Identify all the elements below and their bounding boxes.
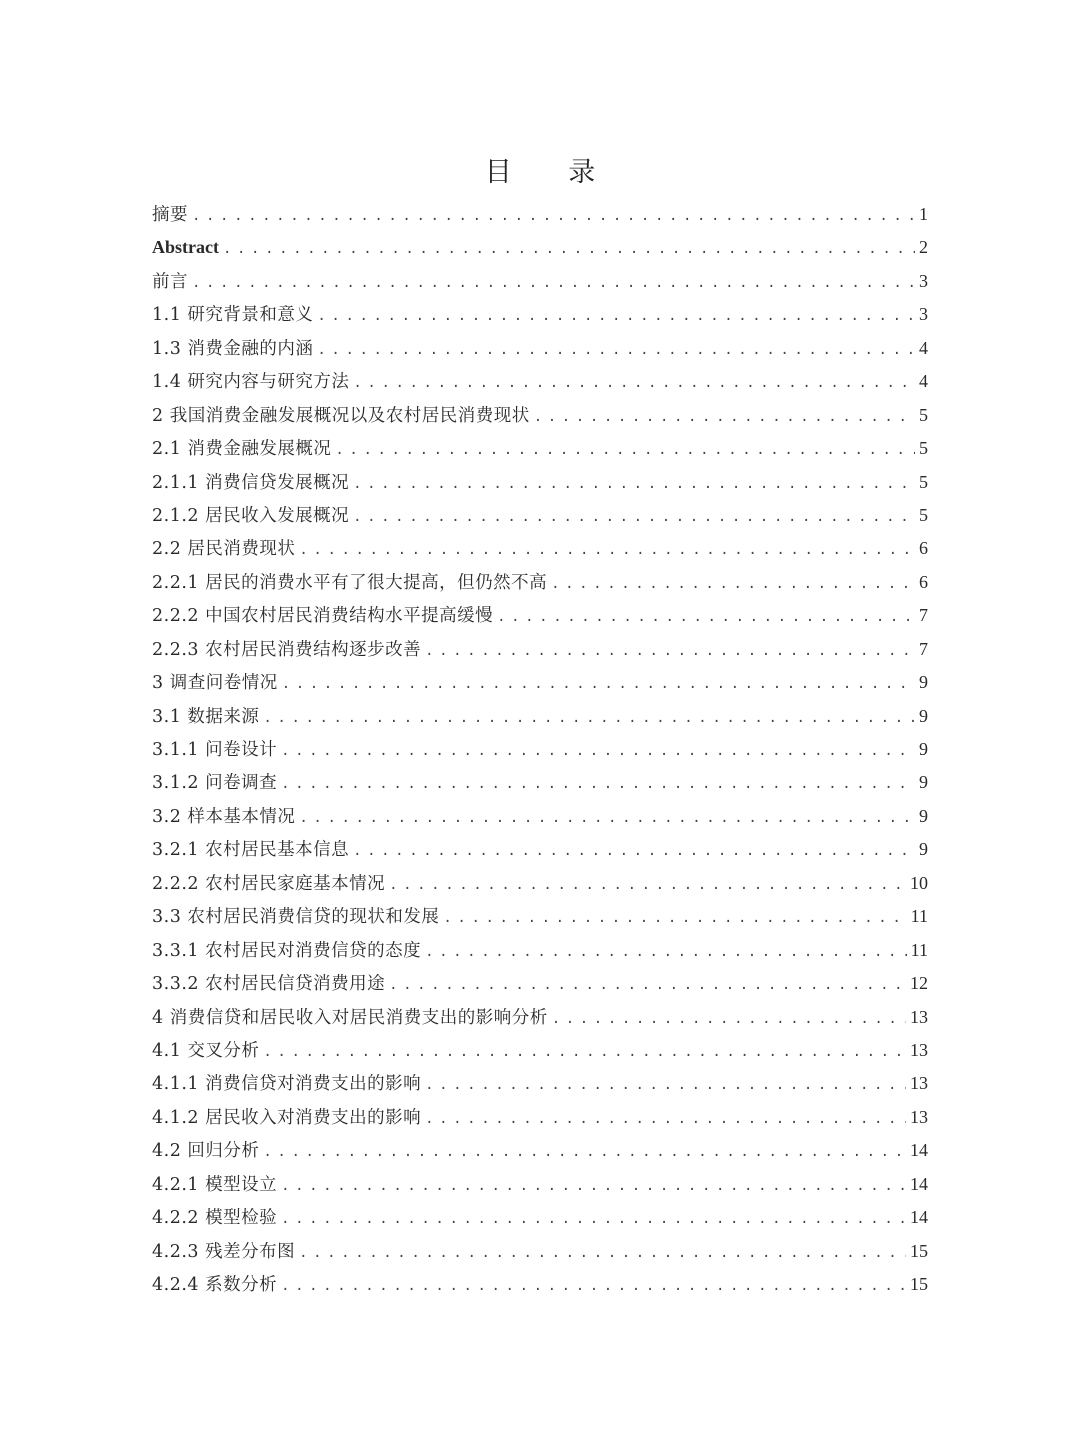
toc-entry-label: 3.1 数据来源 <box>152 706 260 727</box>
toc-entry <box>152 1067 928 1100</box>
toc-entry-page-number: 14 <box>910 1173 928 1194</box>
toc-entry <box>152 499 928 532</box>
toc-dot-leader <box>263 1036 906 1069</box>
toc-entry-label: 3.3.1 农村居民对消费信贷的态度 <box>152 940 422 961</box>
toc-entry <box>152 733 928 766</box>
toc-entry-label: 2.2 居民消费现状 <box>152 539 296 560</box>
toc-dot-leader <box>425 635 915 668</box>
toc-dot-leader <box>534 401 915 434</box>
toc-entry-page-number: 15 <box>910 1240 928 1261</box>
toc-entry-page-number: 5 <box>919 438 928 459</box>
toc-entry-label: 2.2.1 居民的消费水平有了很大提高，但仍然不高 <box>152 572 548 593</box>
toc-entry-page-number: 2 <box>919 237 928 258</box>
toc-dot-leader <box>281 768 915 801</box>
toc-entry <box>152 833 928 866</box>
toc-dot-leader <box>281 1270 906 1303</box>
toc-dot-leader <box>552 1003 906 1036</box>
toc-dot-leader <box>281 1170 906 1203</box>
toc-dot-leader <box>425 1103 906 1136</box>
toc-entry <box>152 800 928 833</box>
toc-entry-page-number: 15 <box>910 1274 928 1294</box>
toc-entry-page-number: 4 <box>919 371 928 392</box>
toc-dot-leader <box>281 735 915 768</box>
toc-entry-page-number: 4 <box>919 337 928 358</box>
toc-dot-leader <box>299 802 915 835</box>
toc-entry-page-number: 14 <box>910 1207 928 1228</box>
toc-entry-page-number: 9 <box>919 672 928 693</box>
toc-entry <box>152 332 928 365</box>
toc-entry-label: 3.3 农村居民消费信贷的现状和发展 <box>152 907 440 928</box>
toc-entry-label: 3.2 样本基本情况 <box>152 806 296 827</box>
toc-entry <box>152 231 928 264</box>
toc-entry-label: 3.3.2 农村居民信贷消费用途 <box>152 974 386 995</box>
toc-entry-label: 3.1.2 问卷调查 <box>152 773 278 794</box>
toc-dot-leader <box>282 668 915 701</box>
toc-dot-leader <box>192 267 915 300</box>
toc-entry-label: 前言 <box>152 271 188 292</box>
toc-entry-page-number: 11 <box>910 939 928 960</box>
toc-entry-label: 4.2.1 模型设立 <box>152 1174 278 1195</box>
toc-entry-page-number: 9 <box>919 839 928 860</box>
toc-dot-leader <box>353 501 915 534</box>
toc-entry <box>152 1034 928 1067</box>
toc-entry-page-number: 9 <box>919 739 928 759</box>
toc-entry-label: 2.1 消费金融发展概况 <box>152 439 332 460</box>
toc-list <box>152 198 928 1301</box>
toc-dot-leader <box>299 534 915 567</box>
toc-entry-page-number: 3 <box>919 270 928 291</box>
toc-entry-label: 2.2.2 中国农村居民消费结构水平提高缓慢 <box>152 606 494 627</box>
toc-dot-leader <box>263 1136 906 1169</box>
toc-entry-label: 2.2.2 农村居民家庭基本情况 <box>152 873 386 894</box>
toc-dot-leader <box>353 835 915 868</box>
toc-entry-page-number: 13 <box>910 1073 928 1094</box>
toc-dot-leader <box>317 300 915 333</box>
toc-dot-leader <box>335 434 915 467</box>
toc-dot-leader <box>425 1069 906 1102</box>
toc-entry-label: 1.4 研究内容与研究方法 <box>152 372 350 393</box>
toc-entry <box>152 1201 928 1234</box>
toc-entry-page-number: 12 <box>910 973 928 994</box>
toc-dot-leader <box>223 233 915 266</box>
toc-entry-page-number: 9 <box>919 772 928 793</box>
toc-entry-label: 2.1.2 居民收入发展概况 <box>152 505 350 526</box>
toc-entry-page-number: 11 <box>910 906 928 927</box>
toc-entry <box>152 967 928 1000</box>
toc-entry-label: 2 我国消费金融发展概况以及农村居民消费现状 <box>152 405 530 426</box>
toc-dot-leader <box>299 1237 906 1270</box>
toc-dot-leader <box>317 334 915 367</box>
toc-entry <box>152 1001 928 1034</box>
toc-entry-label: 4.1.1 消费信贷对消费支出的影响 <box>152 1074 422 1095</box>
toc-entry-page-number: 5 <box>919 504 928 525</box>
toc-entry-label: 4.2 回归分析 <box>152 1141 260 1162</box>
toc-entry <box>152 1101 928 1134</box>
toc-entry-label: 3.1.1 问卷设计 <box>152 740 278 760</box>
toc-entry-page-number: 6 <box>919 571 928 592</box>
toc-entry <box>152 934 928 967</box>
toc-dot-leader <box>281 1203 906 1236</box>
toc-entry-label: 2.2.3 农村居民消费结构逐步改善 <box>152 639 422 660</box>
toc-entry-page-number: 14 <box>910 1140 928 1161</box>
toc-entry-page-number: 10 <box>910 872 928 893</box>
toc-entry <box>152 1168 928 1201</box>
toc-dot-leader <box>497 601 915 634</box>
toc-entry <box>152 1268 928 1301</box>
toc-entry-page-number: 5 <box>919 471 928 492</box>
toc-entry-label: 3 调查问卷情况 <box>152 673 278 694</box>
toc-dot-leader <box>389 969 906 1002</box>
toc-entry-page-number: 6 <box>919 538 928 559</box>
toc-entry-label: 4.1 交叉分析 <box>152 1040 260 1061</box>
toc-entry <box>152 766 928 799</box>
toc-entry-page-number: 1 <box>919 204 928 224</box>
toc-entry <box>152 432 928 465</box>
toc-title: 目 录 <box>484 157 620 188</box>
toc-entry-label: 4.2.3 残差分布图 <box>152 1241 296 1262</box>
toc-entry-label: 1.3 消费金融的内涵 <box>152 338 314 359</box>
toc-entry-page-number: 9 <box>919 805 928 826</box>
toc-entry-label: 1.1 研究背景和意义 <box>152 305 314 326</box>
toc-entry <box>152 298 928 331</box>
toc-entry <box>152 633 928 666</box>
toc-entry-label: 4.2.4 系数分析 <box>152 1275 278 1295</box>
toc-entry <box>152 599 928 632</box>
toc-entry <box>152 1134 928 1167</box>
toc-entry <box>152 265 928 298</box>
toc-entry-page-number: 7 <box>919 638 928 659</box>
toc-entry <box>152 365 928 398</box>
toc-entry <box>152 666 928 699</box>
toc-entry-label: 3.2.1 农村居民基本信息 <box>152 840 350 861</box>
toc-entry <box>152 1235 928 1268</box>
toc-entry <box>152 466 928 499</box>
toc-entry <box>152 566 928 599</box>
toc-entry-page-number: 3 <box>919 304 928 325</box>
toc-entry-label: 4 消费信贷和居民收入对居民消费支出的影响分析 <box>152 1007 548 1028</box>
toc-entry <box>152 198 928 231</box>
toc-entry-label: 摘要 <box>152 205 188 225</box>
toc-entry-page-number: 13 <box>910 1006 928 1027</box>
toc-entry <box>152 532 928 565</box>
toc-dot-leader <box>353 367 915 400</box>
toc-dot-leader <box>353 468 915 501</box>
toc-dot-leader <box>425 936 907 969</box>
toc-dot-leader <box>443 902 906 935</box>
toc-entry-label: 4.1.2 居民收入对消费支出的影响 <box>152 1107 422 1128</box>
toc-dot-leader <box>389 869 906 902</box>
toc-dot-leader <box>551 568 915 601</box>
toc-entry-label: Abstract <box>152 237 219 258</box>
toc-entry <box>152 700 928 733</box>
toc-entry-label: 4.2.2 模型检验 <box>152 1208 278 1229</box>
toc-entry <box>152 867 928 900</box>
toc-entry-page-number: 9 <box>919 705 928 726</box>
toc-entry <box>152 900 928 933</box>
toc-entry <box>152 399 928 432</box>
toc-entry-label: 2.1.1 消费信贷发展概况 <box>152 472 350 493</box>
toc-dot-leader <box>192 200 915 233</box>
toc-entry-page-number: 7 <box>919 605 928 626</box>
toc-entry-page-number: 13 <box>910 1039 928 1060</box>
toc-entry-page-number: 5 <box>919 404 928 425</box>
toc-dot-leader <box>263 702 915 735</box>
toc-entry-page-number: 13 <box>910 1106 928 1127</box>
